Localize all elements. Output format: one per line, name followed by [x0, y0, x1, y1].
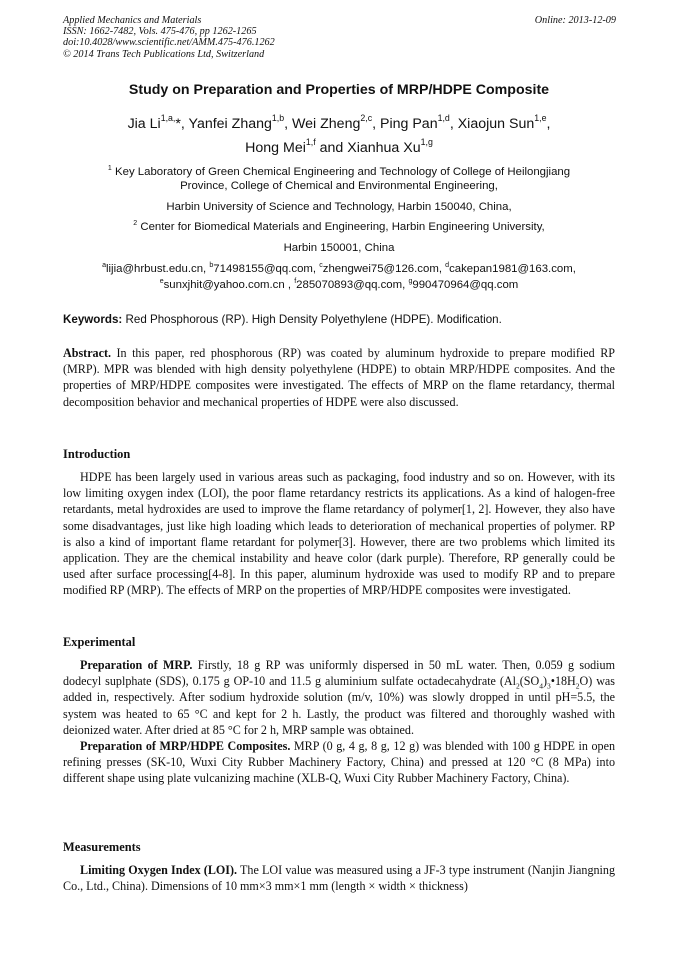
paper-title: Study on Preparation and Properties of MRP/HDPE Composite — [128, 82, 550, 98]
author-name: Wei Zheng — [292, 116, 361, 132]
introduction-heading: Introduction — [63, 447, 131, 461]
author-name: Jia Li — [127, 116, 161, 132]
email-sup: d — [445, 261, 450, 269]
email-address[interactable]: sunxjhit@yahoo.com.cn , — [163, 279, 295, 291]
author-sep: , — [546, 116, 551, 132]
author-sep: , — [284, 116, 292, 132]
email-sup: e — [159, 277, 164, 285]
introduction-body — [63, 469, 615, 599]
paragraph-text: •18H — [550, 674, 576, 689]
paragraph-text: O) was added in, respectively. After sodium hydroxide solution (m/v, 10%) was slowly dropped in until pH=5.5, the system was heated to 65 °C and kept for 2 h. Lastly, the product was filtered and thoroughly washed with deionized water. After dried at 85 °C for 2 h, MRP sample was obtained. — [63, 674, 616, 737]
loi-paragraph — [63, 862, 615, 894]
abstract-text: In this paper, red phosphorous (RP) was coated by aluminum hydroxide to prepare modified RP (MRP). MPR was blended with high density polyethylene (HDPE) to obtain MRP/HDPE composites. And the properties of MRP/HDPE composites were investigated. The effects of MRP on the flame retardancy, thermal decomposition behavior and mechanical properties of HDPE were also discussed. — [63, 346, 615, 409]
introduction-text: HDPE has been largely used in various areas such as packaging, food industry and so on. However, with its low limiting oxygen index (LOI), the poor flame retardancy restricts its applications. As a kind of halogen-free retardants, metal hydroxides are used to improve the flame retardancy of polymer[1, 2]. However, they also have some disadvantages, just like high loading which leads to deterioration of mechanical properties of polymer. RP is also a kind of important flame retardant for polymer[3]. However, there are two problems which limited its application. They are the chemical instability and heave color (dark purple). Therefore, RP generally could be used after surface processing[4-8]. In this paper, aluminum hydroxide was used to modify RP and to prepare modified RP (MRP). The effects of MRP on the properties of MRP/HDPE composites were investigated. — [63, 470, 615, 598]
author-sep: , — [372, 116, 380, 132]
keywords — [63, 313, 502, 326]
subscript: 3 — [546, 681, 551, 691]
paragraph-text: Firstly, 18 g RP was uniformly dispersed in 50 mL water. Then, 0.059 g sodium dodecyl suplphate (SDS), 0.175 g OP-10 and 11.5 g aluminium sulfate octadecahydrate (Al — [63, 658, 615, 689]
measurements-heading: Measurements — [63, 840, 141, 854]
preparation-composites-paragraph — [63, 738, 615, 787]
email-line-1 — [0, 263, 678, 275]
author-sep: and — [315, 140, 348, 156]
journal-header — [63, 15, 275, 60]
author-sup: 1,a, — [160, 113, 176, 124]
abstract-label: Abstract. — [63, 346, 112, 360]
online-date: Online: 2013-12-09 — [534, 15, 616, 26]
affiliation-text: Center for Biomedical Materials and Engineering, Harbin Engineering University, — [137, 221, 545, 233]
affiliation-sup: 1 — [107, 164, 112, 172]
issn-line: ISSN: 1662-7482, Vols. 475-476, pp 1262-1265 — [63, 26, 257, 38]
paragraph-text: (SO — [519, 674, 540, 689]
author-sep: *, — [175, 116, 189, 132]
email-address[interactable]: cakepan1981@163.com, — [449, 263, 576, 275]
affiliation-sup: 2 — [133, 219, 138, 227]
author-sup: 1,b — [271, 113, 285, 124]
email-sup: g — [408, 277, 413, 285]
email-line-2 — [0, 279, 678, 291]
email-address[interactable]: zhengwei75@126.com, — [322, 263, 446, 275]
author-name: Hong Mei — [245, 140, 306, 156]
abstract — [63, 345, 615, 410]
preparation-composites-label: Preparation of MRP/HDPE Composites. — [80, 739, 291, 754]
author-sup: 2,c — [360, 113, 373, 124]
author-name: Yanfei Zhang — [188, 116, 272, 132]
email-address[interactable]: 285070893@qq.com, — [296, 279, 409, 291]
affiliation-1-line-2: Province, College of Chemical and Environmental Engineering, — [180, 180, 498, 192]
author-sep: , — [449, 116, 458, 132]
author-sup: 1,d — [437, 113, 450, 124]
author-name: Ping Pan — [380, 116, 438, 132]
preparation-mrp-paragraph — [63, 657, 615, 738]
paragraph-text: MRP (0 g, 4 g, 8 g, 12 g) was blended with 100 g HDPE in open refining presses (SK-10, Wuxi City Rubber Machinery Factory, China) and pressed at 120 °C (8 MPa) into different shape using plate vulcanizing machine (XLB-Q, Wuxi City Rubber Machinery Factory, China). — [63, 739, 615, 786]
experimental-heading: Experimental — [63, 635, 136, 649]
affiliation-1 — [0, 166, 678, 178]
email-sup: a — [102, 261, 106, 269]
preparation-mrp-label: Preparation of MRP. — [80, 658, 193, 672]
journal-name: Applied Mechanics and Materials — [63, 15, 202, 26]
keywords-label: Keywords: — [63, 313, 123, 326]
paragraph-text: The LOI value was measured using a JF-3 type instrument (Nanjin Jiangning Co., Ltd., China). Dimensions of 10 mm×3 mm×1 mm (length × width × thickness) — [63, 863, 615, 894]
measurements-body — [63, 862, 615, 894]
keywords-text: Red Phosphorous (RP). High Density Polyethylene (HDPE). Modification. — [122, 313, 502, 326]
author-sup: 1,g — [420, 137, 433, 148]
author-sup: 1,f — [305, 137, 316, 148]
email-address[interactable]: lijia@hrbust.edu.cn, — [106, 263, 210, 275]
author-name: Xiaojun Sun — [457, 116, 535, 132]
email-sup: c — [319, 261, 323, 269]
affiliation-2 — [0, 221, 678, 233]
author-line-2 — [0, 137, 678, 156]
subscript: 2 — [575, 681, 580, 691]
subscript: 2 — [515, 681, 520, 691]
subscript: 4 — [539, 681, 543, 691]
author-line-1 — [0, 113, 678, 132]
email-sup: b — [209, 261, 214, 269]
experimental-body — [63, 657, 615, 787]
affiliation-1-line-3: Harbin University of Science and Technology, Harbin 150040, China, — [166, 201, 512, 213]
loi-label: Limiting Oxygen Index (LOI). — [80, 863, 238, 877]
copyright-line: © 2014 Trans Tech Publications Ltd, Switzerland — [63, 48, 265, 60]
author-sup: 1,e — [534, 113, 547, 124]
email-address[interactable]: 990470964@qq.com — [412, 279, 519, 291]
paragraph-text: ) — [542, 674, 547, 689]
doi-line: doi:10.4028/www.scientific.net/AMM.475-476.1262 — [63, 37, 275, 49]
affiliation-text: Key Laboratory of Green Chemical Engineering and Technology of College of Heilongjiang — [111, 166, 571, 178]
author-name: Xianhua Xu — [347, 140, 421, 156]
affiliation-2-line-2: Harbin 150001, China — [283, 242, 395, 254]
email-sup: f — [294, 277, 297, 285]
email-address[interactable]: 71498155@qq.com, — [213, 263, 320, 275]
